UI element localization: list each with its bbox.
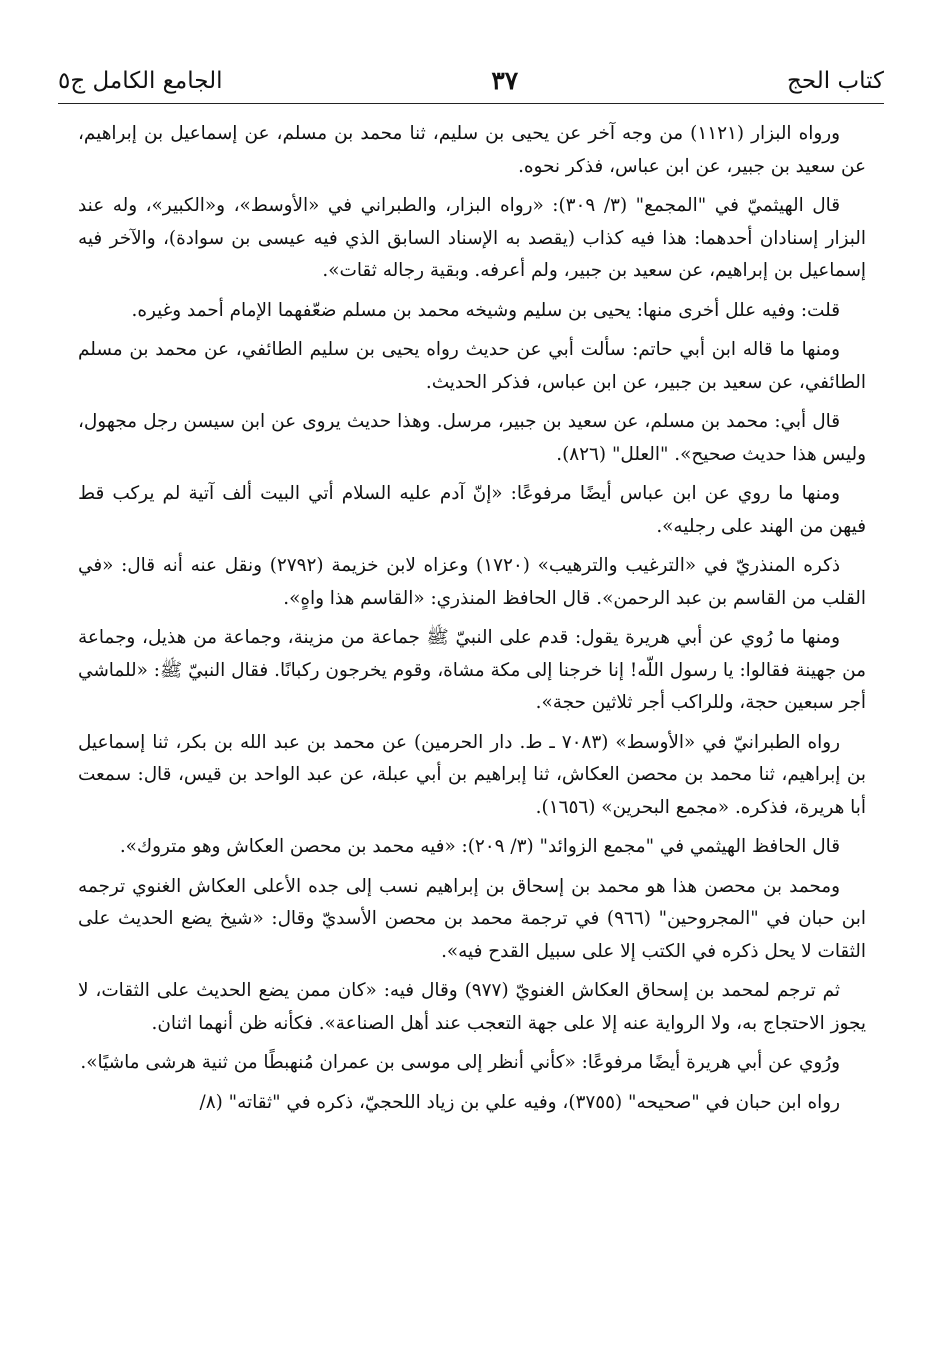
paragraph-4: ومنها ما قاله ابن أبي حاتم: سألت أبي عن حديث رواه يحيى بن سليم الطائفي، عن محمد بن مسلم الطائفي، عن سعيد بن جبير، عن ابن عباس، فذكر الحديث. xyxy=(78,339,866,393)
paragraph-5: قال أبي: محمد بن مسلم، عن سعيد بن جبير، مرسل. وهذا حديث يروى عن ابن سيسن رجل مجهول، وليس هذا حديث صحيح». "العلل" (٨٢٦). xyxy=(78,411,866,465)
paragraph-14: رواه ابن حبان في "صحيحه" (٣٧٥٥)، وفيه علي بن زياد اللحجيّ، ذكره في "ثقاته" (٨/ xyxy=(199,1091,840,1113)
header-divider xyxy=(58,103,884,104)
paragraph-10: قال الحافظ الهيثمي في "مجمع الزوائد" (٣/ ٢٠٩): «فيه محمد بن محصن العكاش وهو متروك». xyxy=(119,836,840,857)
paragraph-3: قلت: وفيه علل أخرى منها: يحيى بن سليم وشيخه محمد بن مسلم ضعّفهما الإمام أحمد وغيره. xyxy=(131,299,840,321)
paragraph-13: ورُوي عن أبي هريرة أيضًا مرفوعًا: «كأني أنظر إلى موسى بن عمران مُنهبطًا من ثنية هرشى ماشيًا». xyxy=(80,1052,840,1073)
book-title: الجامع الكامل ج٥ xyxy=(58,68,223,95)
paragraph-11: ومحمد بن محصن هذا هو محمد بن إسحاق بن إبراهيم نسب إلى جده الأعلى العكاش الغنوي ترجمه ابن حبان في "المجروحين" (٩٦٦) في ترجمة محمد بن محصن الأسديّ وقال: «شيخ يضع الحديث على الثقات لا يحل ذكره في الكتب إلا على سبيل القدح فيه». xyxy=(78,875,866,962)
paragraph-7: ذكره المنذريّ في «الترغيب والترهيب» (١٧٢٠) وعزاه لابن خزيمة (٢٧٩٢) ونقل عنه أنه قال: «في القلب من القاسم بن عبد الرحمن». قال الحافظ المنذري: «القاسم هذا واهٍ». xyxy=(78,555,866,609)
paragraph-1: ورواه البزار (١١٢١) من وجه آخر عن يحيى بن سليم، ثنا محمد بن مسلم، عن إسماعيل بن إبراهيم، عن سعيد بن جبير، عن ابن عباس، فذكر نحوه. xyxy=(78,123,866,177)
page-number: ٣٧ xyxy=(491,66,519,95)
paragraph-9: رواه الطبرانيّ في «الأوسط» (٧٠٨٣ ـ ط. دار الحرمين) عن محمد بن عبد الله بن بكر، ثنا إسماعيل بن إبراهيم، ثنا محمد بن محصن العكاش، ثنا إبراهيم بن أبي عبلة، عن عبد الواحد بن قيس، قال: سمعت أبا هريرة، فذكره. «مجمع البحرين» (١٦٥٦). xyxy=(78,731,866,818)
paragraph-6: ومنها ما روي عن ابن عباس أيضًا مرفوعًا: «إنّ آدم عليه السلام أتي البيت ألف آتية لم يركب قط فيهن من الهند على رجليه». xyxy=(78,483,866,537)
page-body xyxy=(78,118,866,1119)
chapter-title: كتاب الحج xyxy=(787,68,884,95)
page-header xyxy=(58,52,884,96)
paragraph-8: ومنها ما رُوي عن أبي هريرة يقول: قدم على النبيّ ﷺ جماعة من مزينة، وجماعة من هذيل، وجماعة من جهينة فقالوا: يا رسول اللّه! إنا خرجنا إلى مكة مشاة، وقوم يخرجون ركبانًا. فقال النبيّ ﷺ: «للماشي أجر سبعين حجة، وللراكب أجر ثلاثين حجة». xyxy=(78,627,866,713)
paragraph-12: ثم ترجم لمحمد بن إسحاق العكاش الغنويّ (٩٧٧) وقال فيه: «كان ممن يضع الحديث على الثقات، لا يجوز الاحتجاج به، ولا الرواية عنه إلا على جهة التعجب عند أهل الصناعة». فكأنه ظن أنهما اثنان. xyxy=(78,980,866,1034)
paragraph-2: قال الهيثميّ في "المجمع" (٣/ ٣٠٩): «رواه البزار، والطبراني في «الأوسط»، و«الكبير»، وله عند البزار إسنادان أحدهما: هذا فيه كذاب (يقصد به الإسناد السابق الذي فيه عيسى بن سوادة)، والآخر فيه إسماعيل بن إبراهيم، عن سعيد بن جبير، ولم أعرفه. وبقية رجاله ثقات». xyxy=(78,195,866,281)
